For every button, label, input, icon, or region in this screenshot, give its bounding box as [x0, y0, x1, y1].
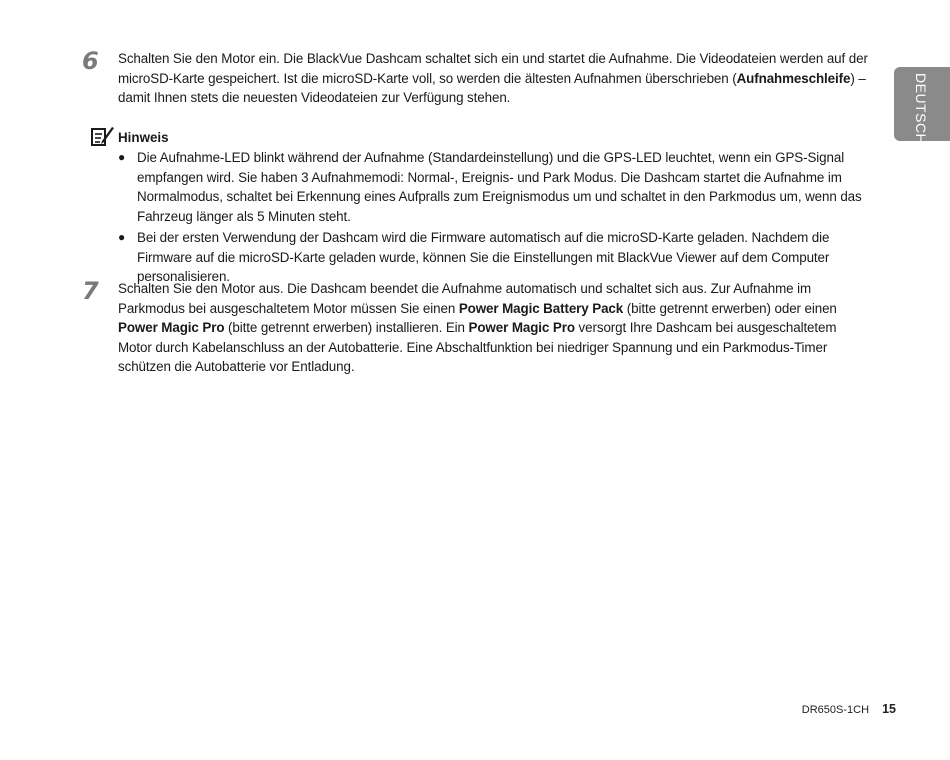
list-item-text: Bei der ersten Verwendung der Dashcam wird die Firmware automatisch auf die microSD-Karte geladen. Nachdem die Firmware auf die microSD-Karte geladen wurde, können Sie die Einstellungen mit BlackVue Viewer auf dem Computer personalisieren.: [137, 230, 830, 284]
step-text-part: ) – damit Ihnen stets die neuesten Videodateien zur Verfügung stehen.: [118, 70, 866, 105]
step-number: 7: [82, 277, 99, 305]
note-list: [118, 148, 870, 289]
bullet-icon: ●: [118, 150, 126, 164]
step-text-part: versorgt Ihre Dashcam bei ausgeschaltetem Motor durch Kabelanschluss an der Autobatterie. Eine Abschaltfunktion bei niedriger Spannung und ein Parkmodus-Timer schützen die Autobatterie vor Entladung.: [118, 320, 837, 374]
page-footer: [802, 701, 896, 718]
language-tab: [894, 67, 950, 145]
list-item: [118, 148, 870, 226]
page-number: 15: [882, 702, 896, 716]
step-number: 6: [82, 47, 99, 75]
step-bold-term: Power Magic Battery Pack: [458, 300, 624, 316]
step-bold-term: Power Magic Pro: [468, 320, 575, 335]
step-bold-term: Power Magic Pro: [118, 320, 225, 335]
step-text-part: Schalten Sie den Motor ein. Die BlackVue Dashcam schaltet sich ein und startet die Aufnahme. Die Videodateien werden auf der microSD-Karte gespeichert. Ist die microSD-Karte voll, so werden die ältesten Aufnahmen überschrieben (: [118, 51, 868, 86]
list-item-text: Die Aufnahme-LED blinkt während der Aufnahme (Standardeinstellung) und die GPS-LED leuchtet, wenn ein GPS-Signal empfangen wird. Sie haben 3 Aufnahmemodi: Normal-, Ereignis- und Park Modus. Die Dashcam startet die Aufnahme im Normalmodus, schaltet bei Erkennung eines Aufpralls zum Ereignismodus um und schaltet in den Parkmodus um, wenn das Fahrzeug länger als 5 Minuten steht.: [137, 150, 862, 224]
step-text: [118, 279, 870, 377]
note-pencil-icon: [90, 126, 114, 148]
list-item: [118, 228, 870, 287]
bullet-icon: ●: [118, 230, 126, 244]
step-bold-term: Aufnahmeschleife: [736, 70, 851, 86]
step-text-part: (bitte getrennt erwerben) installieren. Ein: [224, 320, 469, 335]
step-text-part: (bitte getrennt erwerben) oder einen: [623, 300, 837, 316]
model-name: DR650S-1CH: [801, 704, 870, 716]
note-title: Hinweis: [118, 130, 169, 145]
language-tab-label: DEUTSCH: [913, 73, 929, 145]
step-text-part: Schalten Sie den Motor aus. Die Dashcam beendet die Aufnahme automatisch und schaltet sich aus. Zur Aufnahme im Parkmodus bei ausgeschaltetem Motor müssen Sie einen: [118, 281, 812, 316]
step-text: [118, 49, 870, 108]
